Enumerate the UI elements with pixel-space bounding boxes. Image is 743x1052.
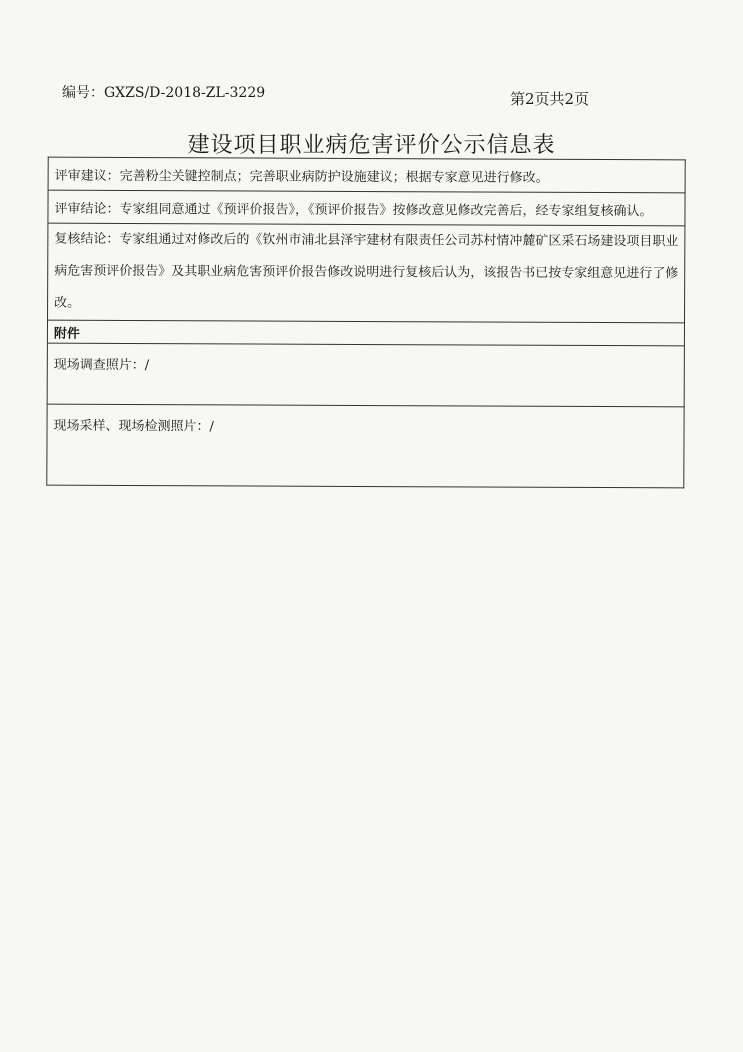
- review-conclusion: 评审结论：专家组同意通过《预评价报告》，《预评价报告》按修改意见修改完善后，经专家组复核确认。: [48, 190, 685, 226]
- attachments-heading: 附件: [47, 320, 684, 346]
- sampling-photos: 现场采样、现场检测照片：/: [47, 404, 684, 488]
- review-suggestion: 评审建议：完善粉尘关键控制点；完善职业病防护设施建议；根据专家意见进行修改。: [48, 157, 685, 193]
- info-table: [46, 157, 685, 489]
- site-photos: 现场调查照片：/: [47, 343, 684, 407]
- page-number: 第2页共2页: [510, 90, 590, 108]
- recheck-conclusion: 复核结论：专家组通过对修改后的《钦州市浦北县泽宇建材有限责任公司苏村情冲麓矿区采石场建设项目职业病危害预评价报告》及其职业病危害预评价报告修改说明进行复核后认为，该报告书已按专家组意见进行了修改。: [48, 223, 685, 323]
- document-code: 编号：GXZS/D-2018-ZL-3229: [62, 85, 266, 101]
- page-title: 建设项目职业病危害评价公示信息表: [187, 133, 556, 158]
